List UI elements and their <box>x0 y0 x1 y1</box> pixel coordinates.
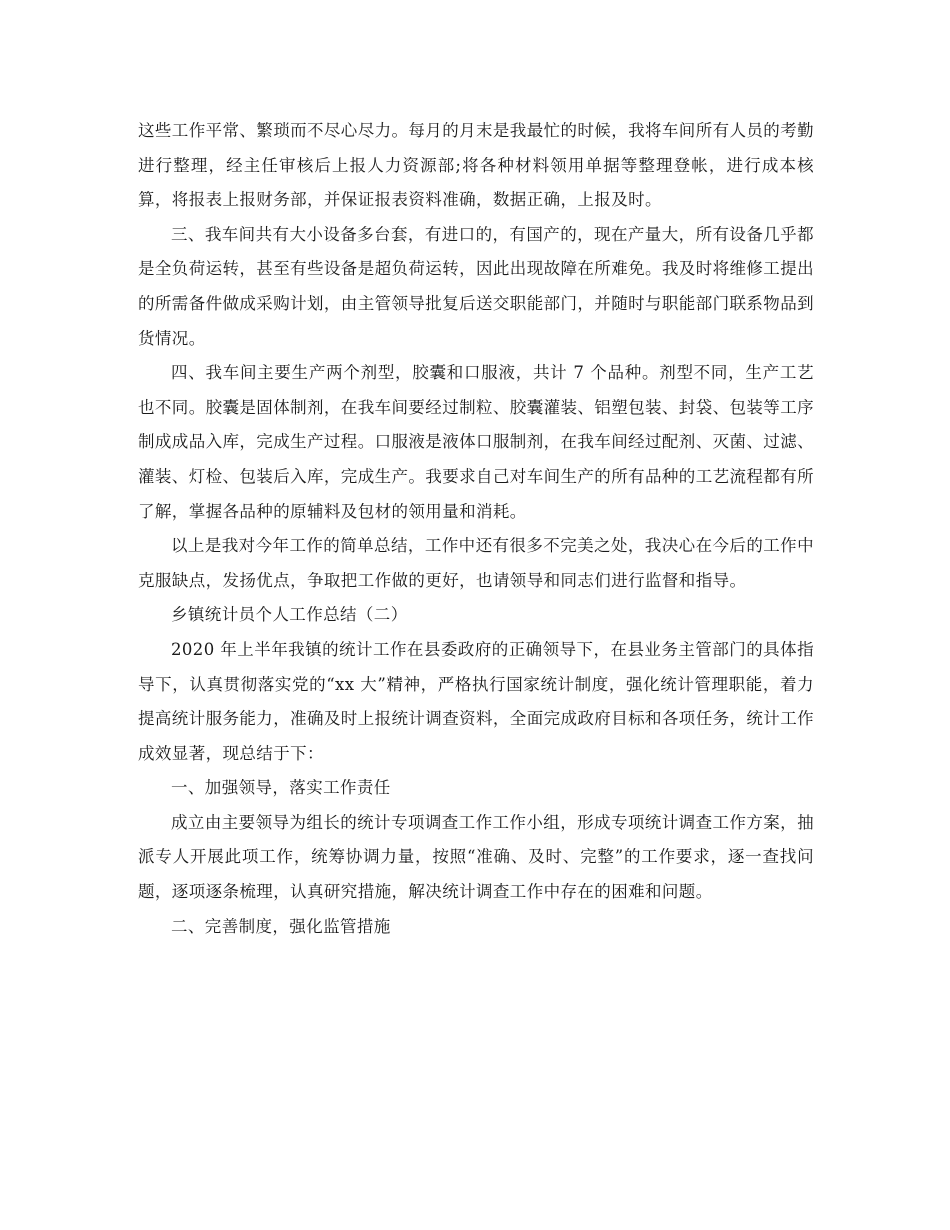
document-body <box>138 114 814 944</box>
section-heading-2: 二、完善制度，强化监管措施 <box>171 916 391 936</box>
paragraph-continuation: 这些工作平常、繁琐而不尽心尽力。每月的月末是我最忙的时候，我将车间所有人员的考勤进行整理，经主任审核后上报人力资源部;将各种材料领用单据等整理登帐，进行成本核算，将报表上报财务部，并保证报表资料准确，数据正确，上报及时。 <box>138 121 814 210</box>
paragraph-equipment: 三、我车间共有大小设备多台套，有进口的，有国产的，现在产量大，所有设备几乎都是全负荷运转，甚至有些设备是超负荷运转，因此出现故障在所难免。我及时将维修工提出的所需备件做成采购计划，由主管领导批复后送交职能部门，并随时与职能部门联系物品到货情况。 <box>138 224 814 348</box>
paragraph-section-1-body: 成立由主要领导为组长的统计专项调查工作工作小组，形成专项统计调查工作方案，抽派专人开展此项工作，统筹协调力量，按照“准确、及时、完整”的工作要求，逐一查找问题，逐项逐条梳理，认真研究措施，解决统计调查工作中存在的困难和问题。 <box>138 812 814 902</box>
paragraph-summary: 以上是我对今年工作的简单总结，工作中还有很多不完美之处，我决心在今后的工作中克服缺点，发扬优点，争取把工作做的更好，也请领导和同志们进行监督和指导。 <box>138 536 814 590</box>
paragraph-products: 四、我车间主要生产两个剂型，胶囊和口服液，共计 7 个品种。剂型不同，生产工艺也不同。胶囊是固体制剂，在我车间要经过制粒、胶囊灌装、铝塑包装、封袋、包装等工序制成成品入库，完成生产过程。口服液是液体口服制剂，在我车间经过配剂、灭菌、过滤、灌装、灯检、包装后入库，完成生产。我要求自己对车间生产的所有品种的工艺流程都有所了解，掌握各品种的原辅料及包材的领用量和消耗。 <box>138 363 814 521</box>
section-heading-1: 一、加强领导，落实工作责任 <box>171 778 391 798</box>
paragraph-intro: 2020 年上半年我镇的统计工作在县委政府的正确领导下，在县业务主管部门的具体指导下，认真贯彻落实党的“xx 大”精神，严格执行国家统计制度，强化统计管理职能，着力提高统计服务能力，准确及时上报统计调查资料，全面完成政府目标和各项任务，统计工作成效显著，现总结于下： <box>138 639 814 763</box>
section-title-2: 乡镇统计员个人工作总结（二） <box>171 605 408 625</box>
